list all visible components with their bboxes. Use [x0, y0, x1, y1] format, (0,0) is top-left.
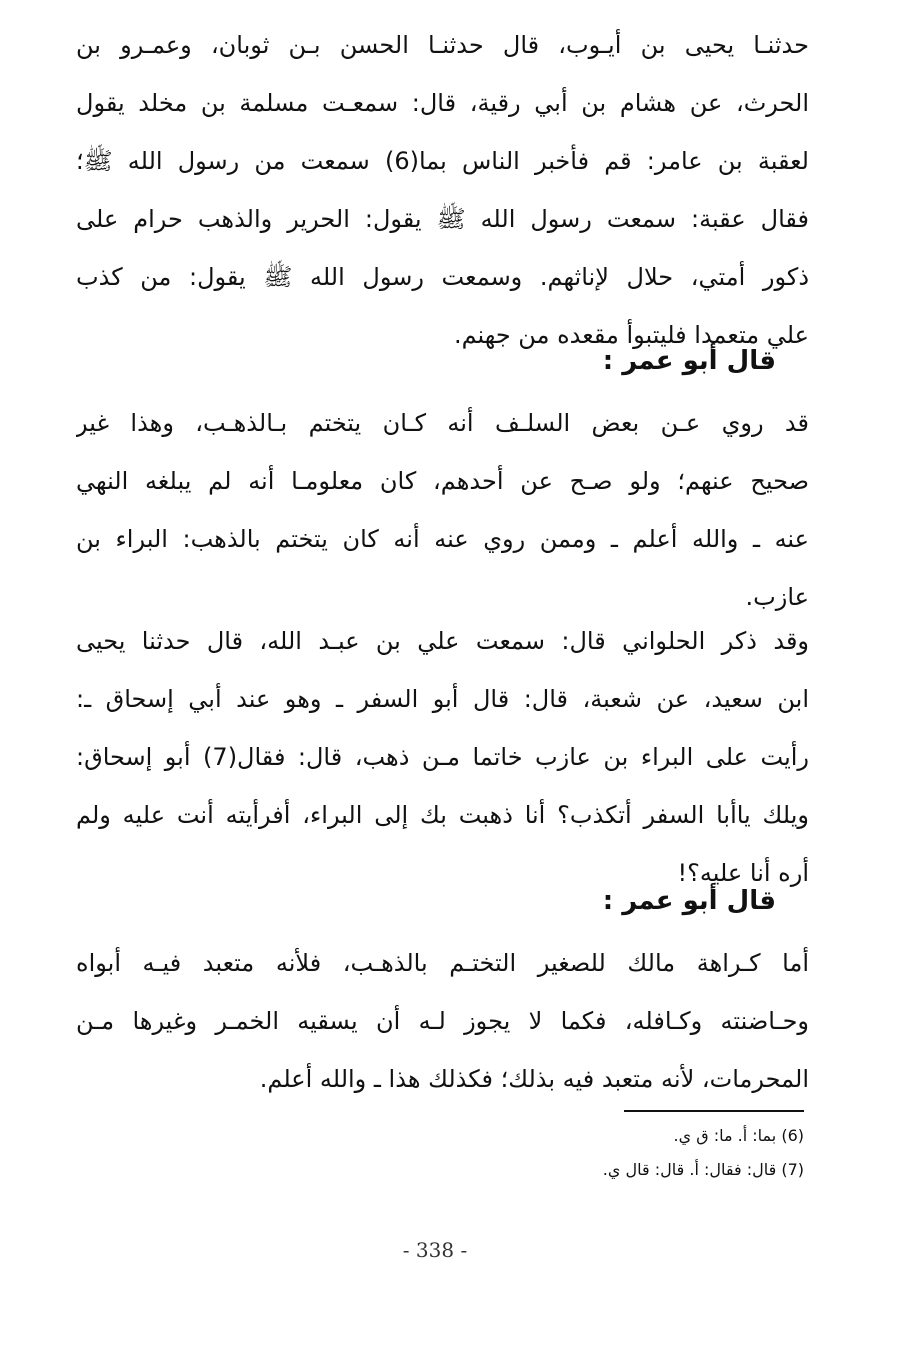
text-line: رأيت على البراء بن عازب خاتما مـن ذهب، قال: فقال(7) أبو إسحاق: [76, 743, 809, 771]
text-line: أما كـراهة مالك للصغير التختـم بالذهـب، فلأنه متعبد فيـه أبواه [76, 949, 809, 977]
section-heading: قال أبو عمر : [602, 886, 776, 916]
page-number: - 338 - [402, 1238, 468, 1262]
section-heading: قال أبو عمر : [602, 346, 776, 376]
footnote-6: (6) بما: أ. ما: ق ي. [673, 1126, 804, 1145]
text-line: صحيح عنهم؛ ولو صـح عن أحدهم، كان معلومـا أنه لم يبلغه النهي [76, 467, 809, 495]
paragraph-commentary [76, 394, 809, 626]
text-line: فقال عقبة: سمعت رسول الله ﷺ يقول: الحرير والذهب حرام على [76, 205, 809, 233]
paragraph-narration [76, 612, 809, 902]
text-line: الحرث، عن هشام بن أبي رقية، قال: سمعـت مسلمة بن مخلد يقول [76, 89, 809, 117]
text-line: عنه ـ والله أعلم ـ وممن روي عنه أنه كان يتختم بالذهب: البراء بن [76, 525, 809, 553]
text-line: لعقبة بن عامر: قم فأخبر الناس بما(6) سمعت من رسول الله ﷺ؛ [76, 147, 809, 175]
text-line: عازب. [745, 583, 809, 611]
text-line: المحرمات، لأنه متعبد فيه بذلك؛ فكذلك هذا ـ والله أعلم. [259, 1065, 809, 1093]
text-line: قد روي عـن بعض السلـف أنه كـان يتختم بـالذهـب، وهذا غير [76, 409, 809, 437]
footnote-separator [624, 1110, 804, 1112]
text-line: علي متعمدا فليتبوأ مقعده من جهنم. [453, 321, 809, 349]
paragraph-ruling [76, 934, 809, 1108]
text-line: أره أنا عليه؟! [677, 859, 809, 887]
text-line: حدثنـا يحيى بن أيـوب، قال حدثنـا الحسن بـن ثوبان، وعمـرو بن [76, 31, 809, 59]
paragraph-hadith [76, 16, 809, 364]
text-line: ذكور أمتي، حلال لإناثهم. وسمعت رسول الله ﷺ يقول: من كذب [76, 263, 809, 291]
text-line: وحـاضنته وكـافله، فكما لا يجوز لـه أن يسقيه الخمـر وغيرها مـن [76, 1007, 809, 1035]
footnote-7: (7) قال: فقال: أ. قال: قال ي. [602, 1160, 804, 1179]
text-line: وقد ذكر الحلواني قال: سمعت علي بن عبـد الله، قال حدثنا يحيى [76, 627, 809, 655]
text-line: ويلك ياأبا السفر أتكذب؟ أنا ذهبت بك إلى البراء، أفرأيته أنت عليه ولم [76, 801, 809, 829]
text-line: ابن سعيد، عن شعبة، قال: قال أبو السفر ـ وهو عند أبي إسحاق ـ: [76, 685, 809, 713]
